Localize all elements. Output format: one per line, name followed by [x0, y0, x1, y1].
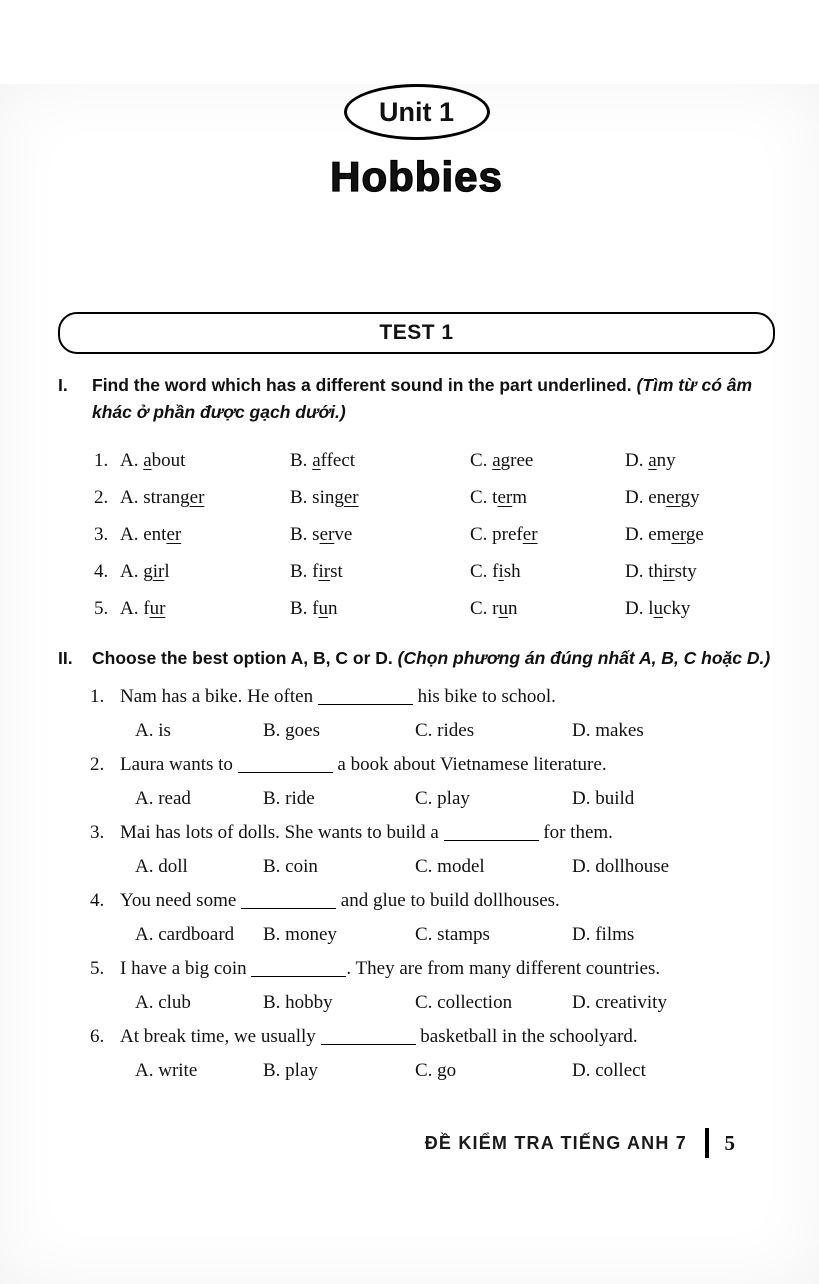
page-title: Hobbies [330, 153, 503, 200]
answer-option: B. play [263, 1060, 318, 1081]
answer-option: D. films [572, 924, 635, 945]
answer-option: D. dollhouse [572, 856, 670, 877]
section-phonetics [58, 372, 775, 627]
answer-option: C. prefer [470, 524, 538, 545]
answer-option: A. is [135, 720, 171, 741]
item-number: 4. [90, 890, 105, 911]
section-numeral: I. [58, 375, 68, 395]
underlined-sound: er [189, 487, 205, 508]
page-content [0, 84, 819, 1158]
question-line [58, 748, 775, 782]
underlined-sound: a [648, 450, 657, 471]
underlined-sound: er [671, 524, 686, 545]
answer-blank [241, 907, 336, 909]
section-instructions [92, 645, 775, 672]
answer-option: D. energy [625, 487, 700, 508]
answer-option: A. read [135, 788, 191, 809]
underlined-sound: er [522, 524, 538, 545]
underlined-sound: a [312, 450, 321, 471]
test-label: TEST 1 [379, 321, 454, 344]
instruction-english: Choose the best option A, B, C or D. [92, 648, 393, 668]
page-number: 5 [724, 1130, 735, 1155]
underlined-sound: er [166, 524, 182, 545]
answer-option: B. hobby [263, 992, 333, 1013]
underlined-sound: u [318, 598, 328, 619]
underlined-sound: er [666, 487, 681, 508]
underlined-sound: i [498, 561, 504, 582]
answer-option: A. fur [120, 598, 166, 619]
underlined-sound: er [497, 487, 513, 508]
item-number: 2. [90, 754, 105, 775]
answer-option: B. money [263, 924, 337, 945]
sound-item [94, 553, 775, 590]
answer-option: B. serve [290, 524, 353, 545]
section-instructions [92, 372, 775, 426]
item-number: 5. [94, 598, 109, 619]
answer-blank [321, 1043, 416, 1045]
test-banner [58, 312, 775, 354]
sound-item [94, 516, 775, 553]
answer-option: C. term [470, 487, 527, 508]
options-row [135, 1054, 775, 1088]
mcq-item [58, 748, 775, 816]
underlined-sound: u [498, 598, 508, 619]
unit-badge [344, 84, 490, 140]
section-heading [58, 372, 775, 426]
item-number: 5. [90, 958, 105, 979]
instruction-english: Find the word which has a different sound in the part underlined. [92, 375, 632, 395]
answer-option: D. emerge [625, 524, 704, 545]
underlined-sound: a [143, 450, 152, 471]
answer-option: B. goes [263, 720, 320, 741]
answer-option: C. play [415, 788, 470, 809]
question-line [58, 952, 775, 986]
mcq-item [58, 952, 775, 1020]
answer-blank [444, 839, 539, 841]
phonetics-item-list [58, 442, 775, 627]
answer-blank [251, 975, 346, 977]
options-row [135, 714, 775, 748]
underlined-sound: u [653, 598, 663, 619]
answer-option: A. write [135, 1060, 198, 1081]
question-line [58, 1020, 775, 1054]
item-number: 3. [94, 524, 109, 545]
answer-option: D. any [625, 450, 676, 471]
answer-option: C. model [415, 856, 485, 877]
page-footer [58, 1128, 775, 1158]
answer-option: D. thirsty [625, 561, 697, 582]
answer-option: A. stranger [120, 487, 205, 508]
underlined-sound: er [319, 524, 335, 545]
answer-blank [238, 771, 333, 773]
instruction-vietnamese: (Tìm từ có âm khác ở phần được gạch dưới.) [92, 375, 753, 422]
item-number: 2. [94, 487, 109, 508]
mcq-item [58, 680, 775, 748]
question-text: Nam has a bike. He often his bike to school. [120, 686, 556, 707]
sound-item [94, 479, 775, 516]
answer-option: A. cardboard [135, 924, 235, 945]
answer-option: B. first [290, 561, 343, 582]
options-row [135, 986, 775, 1020]
answer-option: D. build [572, 788, 635, 809]
answer-option: C. run [470, 598, 518, 619]
item-number: 1. [90, 686, 105, 707]
question-line [58, 884, 775, 918]
underlined-sound: a [492, 450, 501, 471]
instruction-vietnamese: (Chọn phương án đúng nhất A, B, C hoặc D.) [397, 648, 771, 668]
underlined-sound: er [343, 487, 359, 508]
answer-option: C. collection [415, 992, 513, 1013]
mcq-item [58, 1020, 775, 1088]
answer-option: B. ride [263, 788, 315, 809]
unit-label: Unit 1 [378, 96, 454, 127]
answer-blank [318, 703, 413, 705]
question-text: At break time, we usually basketball in the schoolyard. [120, 1026, 638, 1047]
options-row [135, 918, 775, 952]
section-numeral: II. [58, 648, 73, 668]
question-text: You need some and glue to build dollhouses. [120, 890, 560, 911]
answer-option: C. fish [470, 561, 521, 582]
section-heading [58, 645, 775, 672]
answer-option: A. girl [120, 561, 170, 582]
answer-option: C. stamps [415, 924, 490, 945]
answer-option: D. collect [572, 1060, 646, 1081]
underlined-sound: ur [149, 598, 166, 619]
options-row [135, 782, 775, 816]
answer-option: B. coin [263, 856, 318, 877]
answer-option: B. fun [290, 598, 338, 619]
answer-option: A. enter [120, 524, 182, 545]
answer-option: A. doll [135, 856, 188, 877]
item-number: 3. [90, 822, 105, 843]
item-number: 1. [94, 450, 109, 471]
book-title: ĐỀ KIỂM TRA TIẾNG ANH 7 [424, 1132, 687, 1153]
answer-option: A. club [135, 992, 191, 1013]
item-number: 4. [94, 561, 109, 582]
options-row [135, 850, 775, 884]
answer-option: A. about [120, 450, 186, 471]
answer-option: C. rides [415, 720, 475, 741]
workbook-page [0, 84, 819, 1284]
mcq-item [58, 816, 775, 884]
question-text: Laura wants to a book about Vietnamese literature. [120, 754, 607, 775]
mcq-item-list [58, 680, 775, 1088]
question-line [58, 816, 775, 850]
answer-option: D. creativity [572, 992, 667, 1013]
answer-option: D. lucky [625, 598, 691, 619]
answer-option: B. affect [290, 450, 356, 471]
underlined-sound: ir [318, 561, 331, 582]
underlined-sound: ir [152, 561, 165, 582]
answer-option: D. makes [572, 720, 644, 741]
footer-divider [705, 1128, 709, 1158]
item-number: 6. [90, 1026, 105, 1047]
answer-option: C. go [415, 1060, 457, 1081]
mcq-item [58, 884, 775, 952]
section-multiple-choice [58, 645, 775, 1088]
answer-option: C. agree [470, 450, 534, 471]
sound-item [94, 442, 775, 479]
question-text: Mai has lots of dolls. She wants to build a for them. [120, 822, 613, 843]
answer-option: B. singer [290, 487, 359, 508]
question-text: I have a big coin . They are from many different countries. [120, 958, 661, 979]
underlined-sound: ir [663, 561, 675, 582]
sound-item [94, 590, 775, 627]
question-line [58, 680, 775, 714]
